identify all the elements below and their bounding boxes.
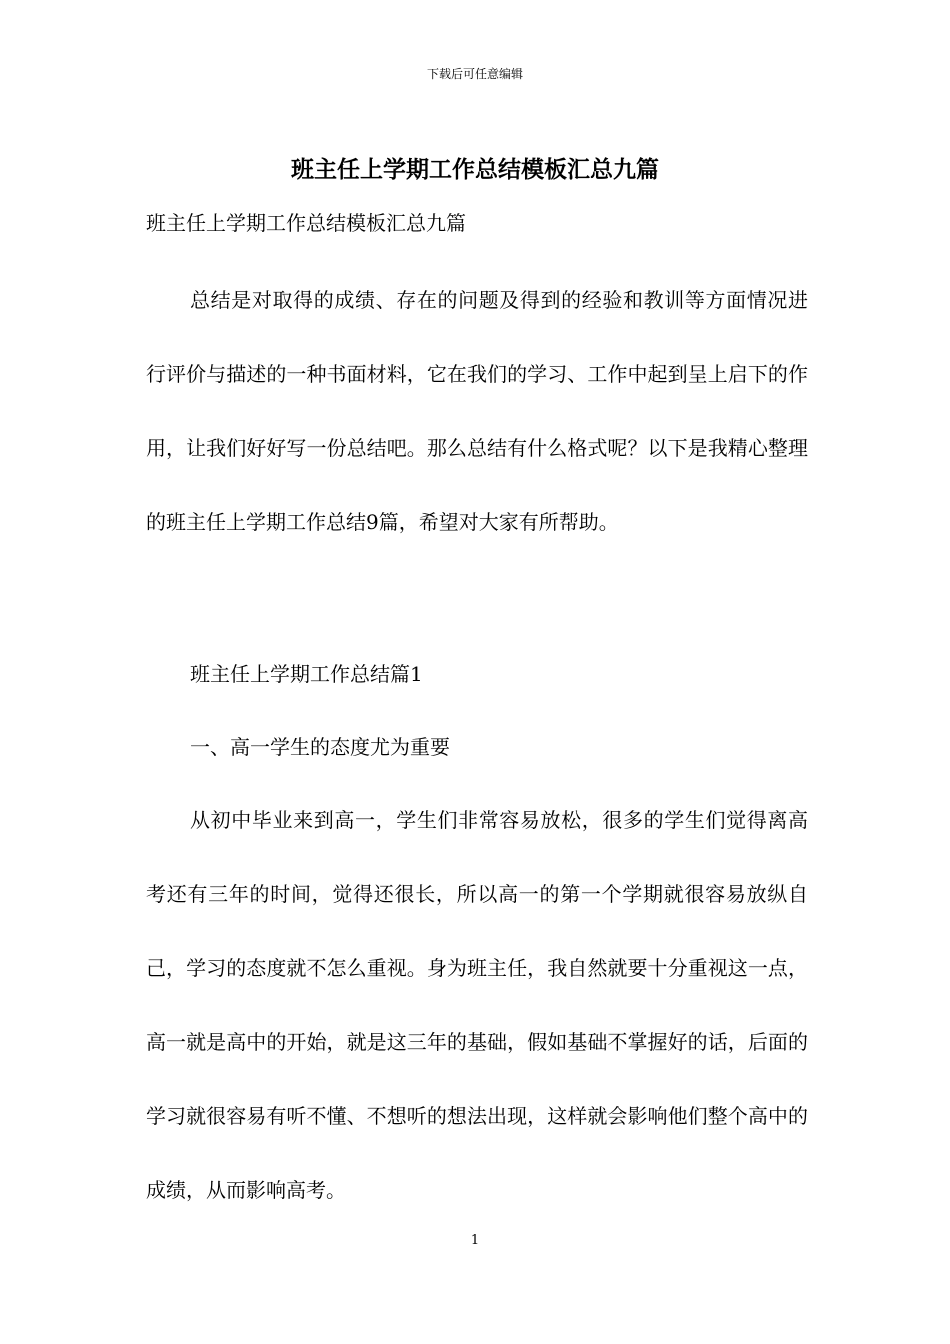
body-paragraph: 从初中毕业来到高一，学生们非常容易放松，很多的学生们觉得离高考还有三年的时间，觉得还很长，所以高一的第一个学期就很容易放纵自己，学习的态度就不怎么重视。身为班主任，我自然就要十分重视这一点，高一就是高中的开始，就是这三年的基础，假如基础不掌握好的话，后面的学习就很容易有听不懂、不想听的想法出现，这样就会影响他们整个高中的成绩，从而影响高考。 xyxy=(146,808,808,1202)
document-subtitle: 班主任上学期工作总结模板汇总九篇 xyxy=(146,211,466,235)
document-title: 班主任上学期工作总结模板汇总九篇 xyxy=(291,156,659,183)
subsection-title: 一、高一学生的态度尤为重要 xyxy=(190,735,450,759)
section-title: 班主任上学期工作总结篇1 xyxy=(190,662,423,686)
page-number: 1 xyxy=(470,1233,480,1248)
intro-paragraph: 总结是对取得的成绩、存在的问题及得到的经验和教训等方面情况进行评价与描述的一种书面材料，它在我们的学习、工作中起到呈上启下的作用，让我们好好写一份总结吧。那么总结有什么格式呢？以下是我精心整理的班主任上学期工作总结9篇，希望对大家有所帮助。 xyxy=(146,288,808,534)
header-note: 下载后可任意编辑 xyxy=(426,67,523,81)
